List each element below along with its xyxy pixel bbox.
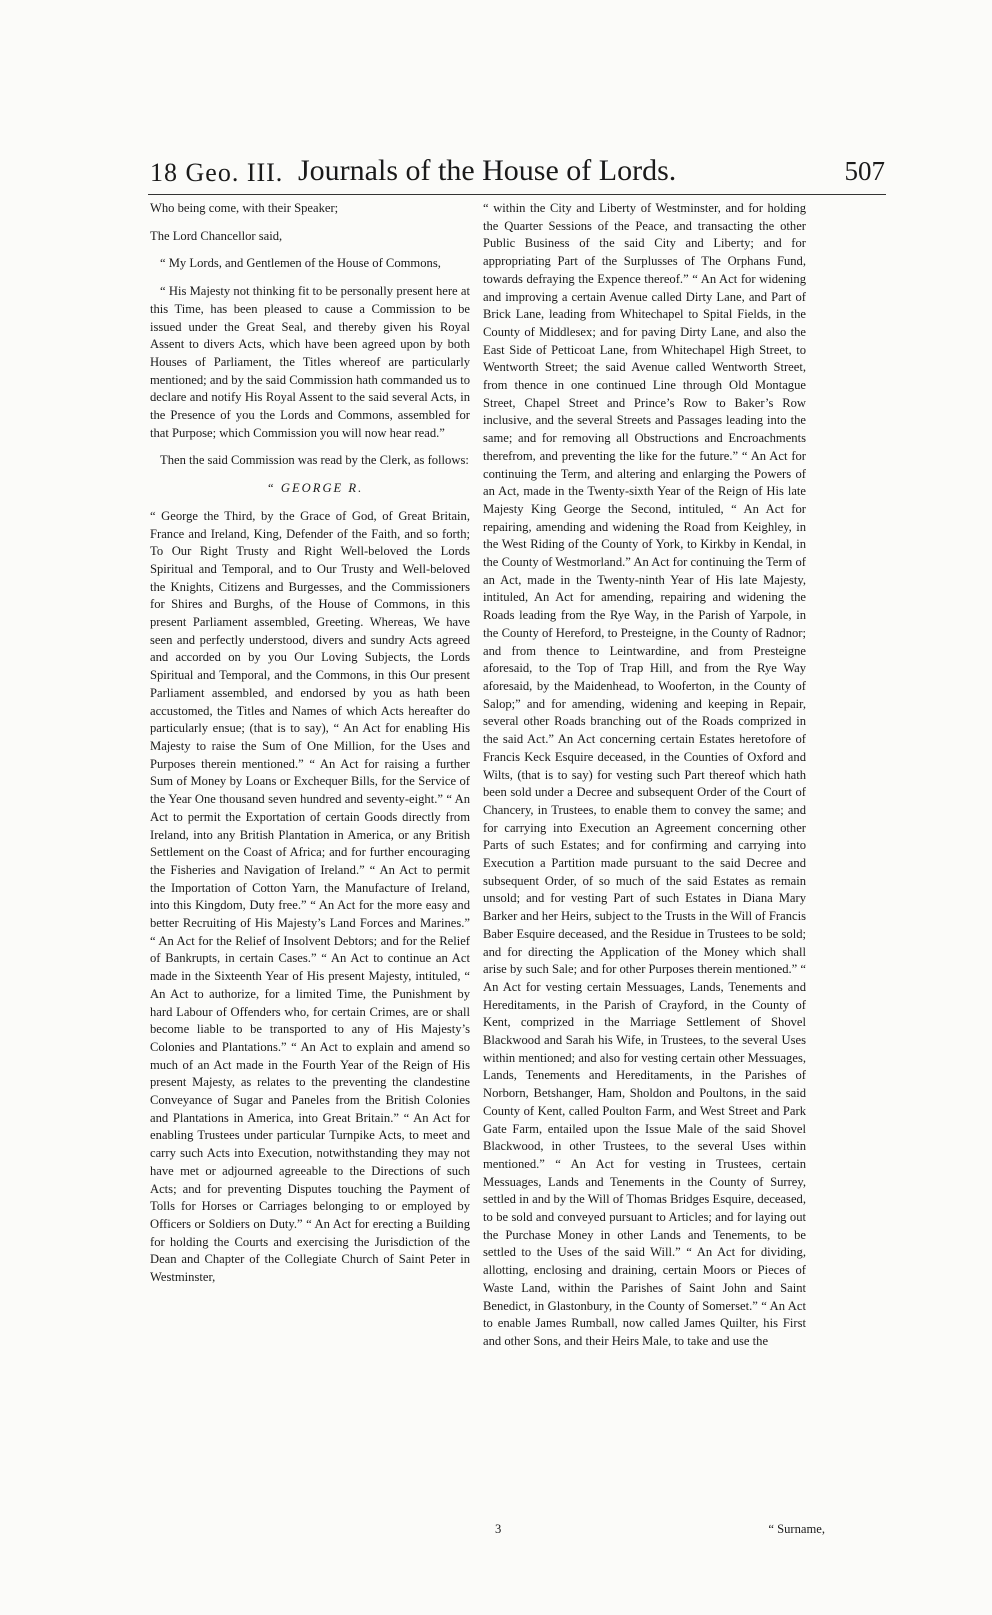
page-number: 507 [844, 156, 885, 186]
right-column [483, 200, 806, 1351]
catchword: “ Surname, [768, 1522, 825, 1536]
header-rule [148, 194, 886, 195]
commission-heading: “ GEORGE R. [266, 481, 364, 496]
paragraph: “ within the City and Liberty of Westminster, and for holding the Quarter Sessions of the Peace, and transacting the other Public Business of the said City and Liberty; and for appropriating Part of the Surplusses of The Orphans Fund, towards defraying the Expence thereof.” “ An Act for widening and improving a certain Avenue called Dirty Lane, and Part of Brick Lane, leading from Whitechapel to Spital Fields, in the County of Middlesex; and for paving Dirty Lane, and also the East Side of Petticoat Lane, from Whitechapel High Street, to Wentworth Street; the said Avenue called Wentworth Street, from thence in one continued Line through Old Montague Street, Chapel Street and Prince’s Row to Baker’s Row inclusive, and the several Streets and Passages leading into the same; and for removing all Obstructions and Encroachments therefrom, and preventing the like for the future.” “ An Act for continuing the Term, and altering and enlarging the Powers of an Act, made in the Twenty-sixth Year of the Reign of His late Majesty King George the Second, intituled, “ An Act for repairing, amending and widening the Road from Keighley, in the West Riding of the County of York, to Kirkby in Kendal, in the County of Westmorland.” An Act for continuing the Term of an Act, made in the Twenty-ninth Year of His late Majesty, intituled, An Act for amending, repairing and widening the Roads leading from the Rye Way, in the Parish of Yarpole, in the County of Hereford, to Presteigne, in the County of Radnor; and from thence to Leintwardine, and from Presteigne aforesaid, to the Top of Trap Hill, and from the Rye Way aforesaid, by the Maidenhead, to Wooferton, in the County of Salop;” and for amending, widening and keeping in Repair, several other Roads branching out of the Roads comprized in the said Act.” An Act concerning certain Estates heretofore of Francis Keck Esquire deceased, in the Counties of Oxford and Wilts, (that is to say) for vesting such Part thereof which hath been sold under a Decree and subsequent Order of the Court of Chancery, in Trustees, to enable them to convey the same; and for carrying into Execution an Agreement concerning other Parts of such Estates; and for confirming and carrying into Execution a Partition made pursuant to the said Decree and subsequent Order, of so much of the said Estates as remain unsold; and for vesting Part of such Estates in Diana Mary Barker and her Heirs, subject to the Trusts in the Will of Francis Baber Esquire deceased, and the Residue in Trustees to be sold; and for directing the Application of the Money which shall arise by such Sale; and for other Purposes therein mentioned.” “ An Act for vesting certain Messuages, Lands, Tenements and Hereditaments, in the Parish of Crayford, in the County of Kent, comprized in the Marriage Settlement of Shovel Blackwood and Sarah his Wife, in Trustees, to the several Uses within mentioned; and also for vesting certain other Messuages, Lands, Tenements and Hereditaments, in the Parishes of Norborn, Betshanger, Ham, Sholdon and Poultons, in the said County of Kent, called Poulton Farm, and West Street and Park Gate Farm, entailed upon the Issue Male of the said Shovel Blackwood, in other Trustees, to the several Uses within mentioned.” “ An Act for vesting in Trustees, certain Messuages, Lands and Tenements in the County of Surrey, settled in and by the Will of Thomas Bridges Esquire, deceased, to be sold and conveyed pursuant to Articles; and for laying out the Purchase Money in other Lands and Tenements, to be settled to the Uses of the said Will.” “ An Act for dividing, allotting, enclosing and draining, certain Moors or Pieces of Waste Land, within the Parishes of Saint John and Saint Benedict, in Glastonbury, in the County of Somerset.” “ An Act to enable James Rumball, now called James Quilter, his First and other Sons, and their Heirs Male, to take and use the [483, 201, 806, 1348]
paragraph: “ His Majesty not thinking fit to be personally present here at this Time, has been pleased to cause a Commission to be issued under the Great Seal, and thereby given his Royal Assent to divers Acts, which have been agreed upon by both Houses of Parliament, the Titles whereof are particularly mentioned; and by the said Commission hath commanded us to declare and notify His Royal Assent to the said several Acts, in the Presence of you the Lords and Commons, assembled for that Purpose; which Commission you will now hear read.” [150, 284, 470, 440]
paragraph: The Lord Chancellor said, [150, 228, 283, 243]
paragraph: Who being come, with their Speaker; [150, 201, 339, 215]
paragraph: “ George the Third, by the Grace of God, of Great Britain, France and Ireland, King, Defender of the Faith, and so forth; To Our Right Trusty and Right Well-beloved the Lords Spiritual and Temporal, and to Our Trusty and Well-beloved the Knights, Citizens and Burgesses, and the Commissioners for Shires and Burghs, of the House of Commons, in this present Parliament assembled, Greeting. Whereas, We have seen and perfectly understood, divers and sundry Acts agreed and accorded on by you Our Loving Subjects, the Lords Spiritual and Temporal, and the Commons, in this Our present Parliament assembled, and endorsed by you as hath been accustomed, the Titles and Names of which Acts hereafter do particularly ensue; (that is to say), “ An Act for enabling His Majesty to raise the Sum of One Million, for the Uses and Purposes therein mentioned.” “ An Act for raising a further Sum of Money by Loans or Exchequer Bills, for the Service of the Year One thousand seven hundred and seventy-eight.” “ An Act to permit the Exportation of certain Goods directly from Ireland, into any British Plantation in America, or any British Settlement on the Coast of Africa; and for further encouraging the Fisheries and Navigation of Ireland.” “ An Act to permit the Importation of Cotton Yarn, the Manufacture of Ireland, into this Kingdom, Duty free.” “ An Act for the more easy and better Recruiting of His Majesty’s Land Forces and Marines.” “ An Act for the Relief of Insolvent Debtors; and for the Relief of Bankrupts, in certain Cases.” “ An Act to continue an Act made in the Sixteenth Year of His present Majesty, intituled, “ An Act to authorize, for a limited Time, the Punishment by hard Labour of Offenders who, for certain Crimes, are or shall become liable to be transported to any of His Majesty’s Colonies and Plantations.” “ An Act to explain and amend so much of an Act made in the Fourth Year of the Reign of His present Majesty, as relates to the preventing the clandestine Conveyance of Sugar and Paneles from the British Colonies and Plantations in America, into Great Britain.” “ An Act for enabling Trustees under particular Turnpike Acts, to meet and carry such Acts into Execution, notwithstanding they may not have met or adjourned agreeable to the Directions of such Acts; and for preventing Disputes touching the Payment of Tolls for Horses or Carriages belonging to or employed by Officers or Soldiers on Duty.” “ An Act for erecting a Building for holding the Courts and exercising the Jurisdiction of the Dean and Chapter of the Collegiate Church of Saint Peter in Westminster, [150, 508, 470, 1285]
paragraph: Then the said Commission was read by the Clerk, as follows: [160, 453, 469, 468]
journal-title: Journals of the House of Lords. [298, 154, 677, 187]
signature-mark: 3 [495, 1522, 502, 1536]
left-column [150, 200, 470, 1287]
regnal-year: 18 Geo. III. [150, 158, 284, 187]
running-header [150, 154, 885, 188]
page-footer [150, 1522, 885, 1542]
paragraph: “ My Lords, and Gentlemen of the House of Commons, [160, 256, 441, 271]
